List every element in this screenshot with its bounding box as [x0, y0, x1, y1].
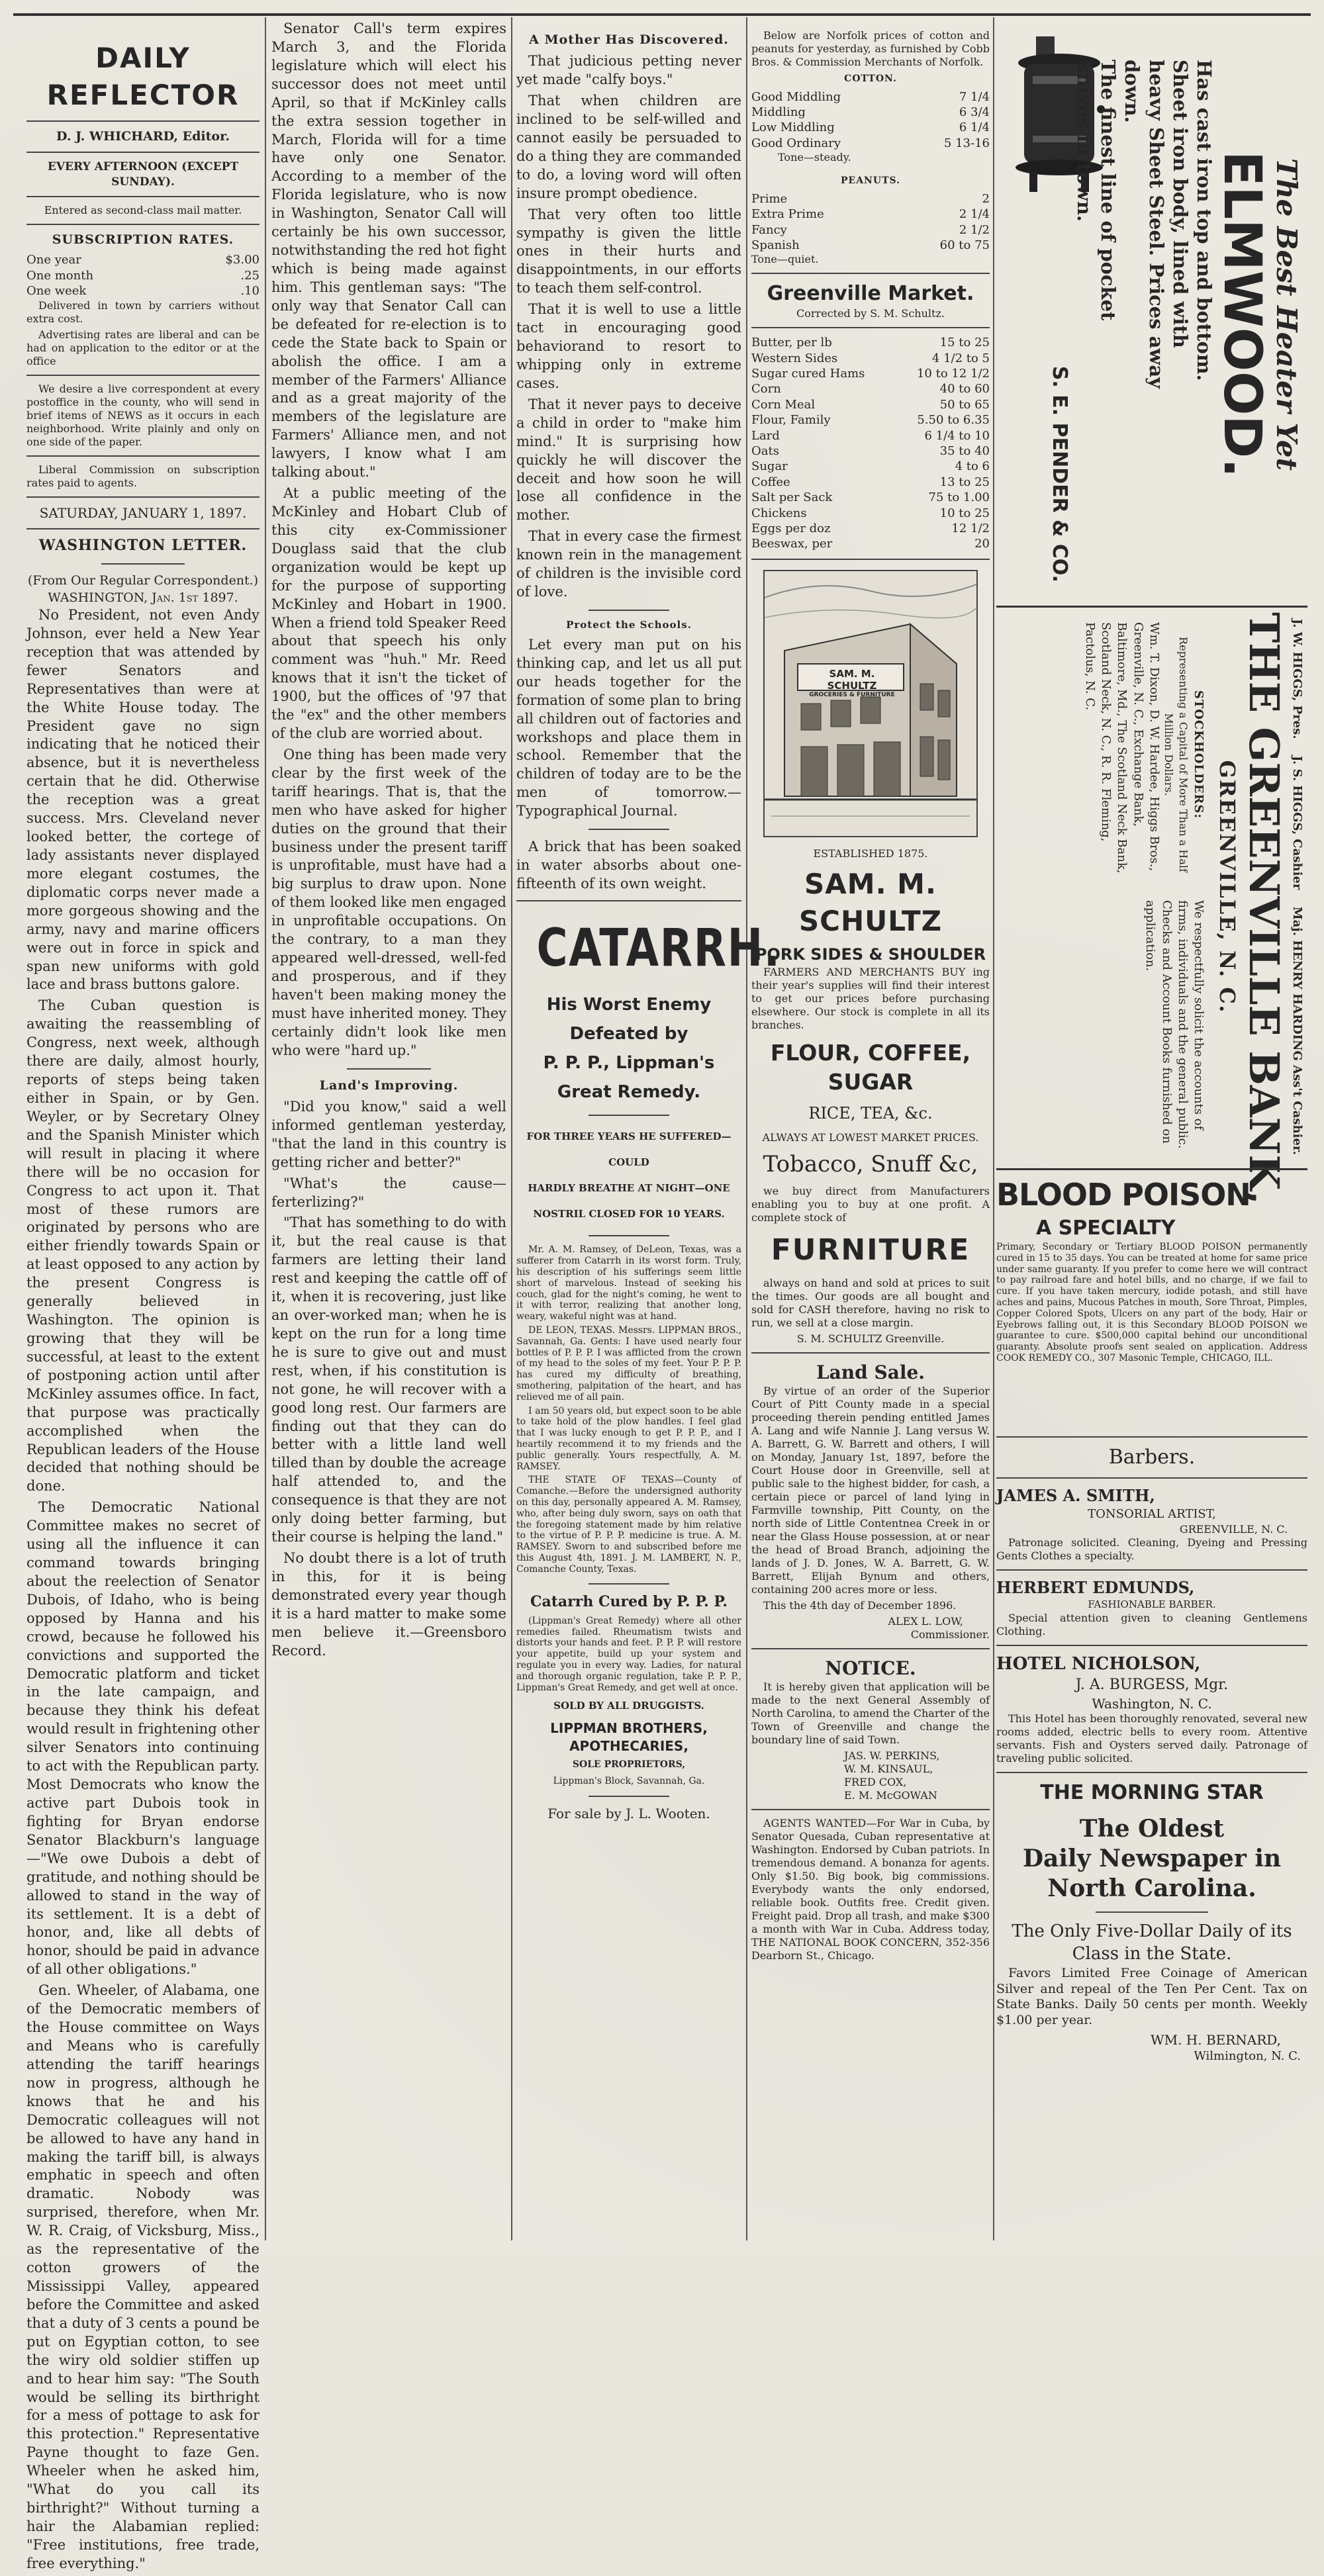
land-sale-sig: ALEX L. LOW, — [888, 1614, 963, 1628]
morning-star-only: The Only Five-Dollar Daily of its Class in the State. — [1012, 1921, 1292, 1964]
blood-poison-title: BLOOD POISON — [996, 1177, 1251, 1213]
market-row: Lard 6 1/4 to 10 — [751, 428, 990, 443]
elmwood-seller: S. E. PENDER & CO. — [1047, 365, 1071, 582]
notice-text: It is hereby given that application will be made to the next General Assembly of North Carolina, to amend the Charter of the Town of Greenville and change the boundary line of said Town. — [751, 1680, 990, 1747]
delivery-note: Delivered in town by carriers without extra cost. — [26, 299, 260, 325]
divider — [26, 496, 260, 498]
article-paragraph: One thing has been made very clear by the first week of the tariff hearings. That is, that the men who have asked for higher duties on the ground that their business under the present tariff is unprofitable, must have had a big surplus to draw upon. None of them looked like men engaged in unprofitable occupations. On the contrary, to a man they appeared well-dressed, well-fed and prosperous, and if they haven't been making money the must have inherited money. They certainly didn't look like men who were "hard up." — [271, 746, 506, 1058]
article-paragraph: That it is well to use a little tact in encouraging good behaviorand to resort to whipping only in extreme cases. — [516, 301, 741, 391]
catarrh-body: THE STATE OF TEXAS—County of Comanche.—Before the undersigned authority on this day, personally appeared A. M. Ramsey, who, after being duly sworn, says on oath that the foregoing statement made by him relative to the virtue of P. P. P. medicine is true. A. M. RAMSEY. Sworn to and subscribed before me this August 4th, 1891. J. M. LAMBERT, N. P., Comanche County, Texas. — [516, 1475, 741, 1575]
store-building-illustration — [765, 571, 976, 836]
morning-star-tag: Daily Newspaper in — [1022, 1845, 1282, 1873]
article-paragraph: "Did you know," said a well informed gentleman yesterday, "that the land in this country is getting richer and better?" — [271, 1098, 506, 1170]
catarrh-sold: SOLD BY ALL DRUGGISTS. — [553, 1700, 704, 1712]
peanut-row: Prime 2 — [751, 191, 990, 206]
elmwood-line: heavy Sheet Steel. Prices away — [1145, 60, 1168, 389]
morning-star-title: THE MORNING STAR — [1040, 1781, 1264, 1805]
article-title: A Mother Has Discovered. — [529, 32, 729, 47]
article-title: WASHINGTON LETTER. — [38, 537, 248, 555]
catarrh-cured-body: (Lippman's Great Remedy) where all other remedies failed. Rheumatism twists and distorts your hands and feet. P. P. P. will restore your appetite, build up your system and regulate you in every way. Ladies, for natural and thorough organic regulation, take P. P. P., Lippman's Great Remedy, and get well at once. — [516, 1615, 741, 1693]
hotel-text: This Hotel has been thoroughly renovated, several new rooms added, electric bells to every room. Attentive servants. Fish and Oysters served daily. Patronage of traveling public solicited. — [996, 1712, 1307, 1765]
land-sale-title: Land Sale. — [816, 1361, 925, 1383]
bank-solicit: We respectfully solicit the accounts of firms, individuals and the general public. Checks and Account Books furnished on application. — [1143, 900, 1206, 1149]
divider — [996, 606, 1307, 608]
article-paragraph: That in every case the firmest known rein in the management of children is the invisible cord of love. — [516, 528, 741, 600]
divider — [26, 224, 260, 225]
bank-name: THE GREENVILLE BANK, — [1240, 612, 1289, 1205]
stockholders-names: Wm. T. Dixon, D. W. Hardee, Higgs Bros., Greenville, N. C., Exchange Bank, Baltimore, Md., The Scotland Neck Bank, Scotland Neck, N. C., R. R. Fleming, Pactolus, N. C. — [1082, 622, 1161, 874]
divider — [26, 152, 260, 153]
schultz-sig: S. M. SCHULTZ Greenville. — [796, 1332, 945, 1345]
catarrh-deck: FOR THREE YEARS HE SUFFERED—COULD — [526, 1130, 732, 1169]
issue-date: SATURDAY, JANUARY 1, 1897. — [39, 504, 247, 521]
morning-star-sig: WM. H. BERNARD, — [1151, 2031, 1281, 2048]
divider — [516, 900, 741, 901]
divider — [996, 1477, 1307, 1479]
article-paragraph: That when children are inclined to be self-willed and cannot easily be persuaded to do a thing they are commanded to do, a loving word will often insure prompt obedience. — [516, 93, 741, 201]
smith-name: JAMES A. SMITH, — [996, 1485, 1155, 1505]
article-paragraph: At a public meeting of the McKinley and Hobart Club of this city ex-Commissioner Douglass said that the club organization would be kept up for the purpose of supporting McKinley and Hobart in 1900. When a friend told Speaker Reed about that speech his only comment was "huh." Mr. Reed knows that it isn't the ticket of 1900, but the offices of '97 that the "ex" and the other members of the club are worried about. — [271, 485, 506, 742]
edmunds-role: FASHIONABLE BARBER. — [1088, 1598, 1216, 1610]
subscription-title: SUBSCRIPTION RATES. — [52, 232, 234, 248]
catarrh-body: Mr. A. M. Ramsey, of DeLeon, Texas, was a sufferer from Catarrh in its worst form. Truly, his description of his sufferings seem little short of marvelous. Instead of seeking his couch, glad for the night's coming, he went to it with terror, realizing that another long, weary, wakeful night was at hand. — [516, 1244, 741, 1322]
market-row: Eggs per doz 12 1/2 — [751, 521, 990, 535]
morning-star-tag: North Carolina. — [1047, 1874, 1256, 1903]
peanut-row: Spanish 60 to 75 — [751, 238, 990, 252]
morning-star-place: Wilmington, N. C. — [1194, 2049, 1301, 2064]
blood-poison-sub: A SPECIALTY — [1036, 1217, 1176, 1240]
catarrh-headline: CATARRH. — [536, 918, 781, 978]
market-row: Salt per Sack 75 to 1.00 — [751, 490, 990, 505]
catarrh-deck: NOSTRIL CLOSED FOR 10 YEARS. — [533, 1208, 725, 1220]
cotton-row: Good Ordinary 5 13-16 — [751, 136, 990, 150]
market-row: Western Sides 4 1/2 to 5 — [751, 351, 990, 365]
elmwood-line: Has cast iron top and bottom. — [1193, 60, 1216, 381]
schultz-established: ESTABLISHED 1875. — [813, 847, 928, 860]
hotel-name: HOTEL NICHOLSON, — [996, 1653, 1201, 1674]
store-engraving — [763, 570, 978, 837]
commission-note: Liberal Commission on subscription rates paid to agents. — [26, 463, 260, 489]
divider — [26, 196, 260, 197]
greenville-market-title: Greenville Market. — [767, 282, 974, 306]
store-sign: SAM. M. SCHULTZ GROCERIES & FURNITURE — [809, 667, 895, 698]
article-dateline: WASHINGTON, Jan. 1st 1897. — [48, 590, 238, 605]
barbers-section — [996, 1430, 1307, 2064]
divider — [589, 829, 669, 830]
market-row: Flour, Family 5.50 to 6.35 — [751, 413, 990, 428]
article-paragraph: No doubt there is a lot of truth in this, for it is being demonstrated every year though it is a hard matter to make some men believe it.—Greensboro Record. — [271, 1550, 506, 1659]
cotton-row: Middling 6 3/4 — [751, 105, 990, 119]
elmwood-line: knives in town. — [1072, 60, 1096, 222]
market-row: Sugar cured Hams 10 to 12 1/2 — [751, 367, 990, 381]
divider — [751, 327, 990, 328]
divider — [347, 1068, 432, 1070]
market-row: Corn Meal 50 to 65 — [751, 397, 990, 412]
catarrh-deck: HARDLY BREATHE AT NIGHT—ONE — [528, 1182, 730, 1195]
article-paragraph: That very often too little sympathy is given the little ones in their hurts and disappointments, in our efforts to teach them self-control. — [516, 206, 741, 297]
schultz-buy: we buy direct from Manufacturers enabling you to buy at one profit. A complete stock of — [751, 1185, 990, 1224]
catarrh-props: SOLE PROPRIETORS, — [572, 1759, 686, 1771]
morning-star-tag: The Oldest — [1079, 1815, 1225, 1843]
divider — [26, 528, 260, 529]
land-sale-role: Commissioner. — [910, 1628, 990, 1641]
article-paragraph: Senator Call's term expires March 3, and the Florida legislature which will elect his successor does not meet until April, so that if McKinley calls the extra session together in March, Florida will for a time have only one Senator. According to a member of the Florida legislature, who is now in Washington, Senator Call will certainly be his own successor, notwithstanding the red hot fight which is being made against him. This gentleman says: "The only way that Senator Call can be defeated for re-election is to cede the State back to Spain or abolish the office. I am a member of the Farmers' Alliance and as a great majority of the members of the legislature are Farmers' Alliance men, and not lawyers, I know what I am talking about." — [271, 21, 506, 481]
agents-wanted: AGENTS WANTED—For War in Cuba, by Senator Quesada, Cuban representative at Washington. Endorsed by Cuban patriots. In tremendous demand. A bonanza for agents. Only $1.50. Big book, big commissions. Everybody wants the only endorsed, reliable book. Outfits free. Credit given. Freight paid. Drop all trash, and make $300 a month with War in Cuba. Address today, THE NATIONAL BOOK CONCERN, 352-356 Dearborn St., Chicago. — [751, 1817, 990, 1962]
cotton-title: COTTON. — [844, 73, 897, 84]
divider — [751, 1809, 990, 1810]
notice-name: W. M. KINSAUL, — [844, 1763, 933, 1776]
article-title: Protect the Schools. — [566, 619, 692, 631]
article-source: (From Our Regular Correspondent.) — [27, 573, 259, 588]
article-paragraph: Let every man put on his thinking cap, and let us all put our heads together for the formation of some plan to bring all children out of factories and workshops and place them in school. Remember that the children of today are to be the men of tomorrow.—Typographical Journal. — [516, 636, 741, 819]
market-row: Sugar 4 to 6 — [751, 459, 990, 474]
elmwood-line: The finest line of pocket — [1097, 60, 1120, 321]
divider — [589, 1235, 669, 1236]
divider — [996, 1436, 1307, 1438]
article-paragraph: "That has something to do with it, but the real cause is that farmers are letting their land rest and keeping the cattle off of it, when it is recovering, just like an over-worked man; when he is kept on the run for a long time he is sure to give out and must rest, when, if his constitution is not gone, he will recover with a good long rest. Our farmers are finding out that they can do better with a little land well tilled than by double the acreage half attended to, and the consequence is that they are not only doing better farming, but their course is helping the land." — [271, 1215, 506, 1545]
divider — [996, 1569, 1307, 1571]
elmwood-ad — [1047, 33, 1307, 596]
article-paragraph: The Democratic National Committee makes no secret of using all the influence it can command towards bringing about the reelection of Senator Dubois, of Idaho, who is being opposed by Hanna and his crowd, because he followed his convictions and supported the Democratic platform and ticket in the late campaign, and because they think his defeat would result in frightening other silver Senators into continuing to act with the Republican party. Most Democrats who know the active part Dubois took in fighting for Bryan endorse Senator Blackburn's language—"We owe Dubois a debt of gratitude, and nothing should be allowed to stand in the way of its settlement. It is a debt of honor, and, like all debts of honor, should be paid in advance of all other obligations." — [26, 1499, 260, 1978]
smith-place: GREENVILLE, N. C. — [1179, 1522, 1288, 1536]
divider — [589, 1796, 669, 1797]
article-title: Land's Improving. — [319, 1078, 459, 1093]
rate-row: One month .25 — [26, 268, 260, 283]
peanut-tone: Tone—quiet. — [751, 253, 819, 266]
catarrh-brand: LIPPMAN BROTHERS, APOTHECARIES, — [550, 1720, 708, 1754]
market-row: Butter, per lb 15 to 25 — [751, 336, 990, 350]
divider — [996, 1645, 1307, 1646]
divider — [751, 1648, 990, 1649]
land-sale-text: By virtue of an order of the Superior Court of Pitt County made in a special proceeding therein pending entitled James A. Lang and wife Nannie J. Lang versus W. A. Barrett, G. W. Barrett and others, I will on Monday, January 1st, 1897, before the Court House door in Greenville, sell at public sale to the highest bidder, for cash, a certain piece or parcel of land lying in Farmville township, Pitt County, on the north side of Little Contentnea Creek in or near the Glass House possession, at or near the head of Broad Branch, adjoining the lands of J. D. Jones, W. A. Barrett, G. W. Barrett, Elijah Bynum and others, containing 200 acres more or less. — [751, 1384, 990, 1596]
article-paragraph: The Cuban question is awaiting the reassembling of Congress, next week, although there are daily, almost hourly, reports of steps being taken either in Spain, or by Gen. Weyler, or by Secretary Olney and the Spanish Minister which will result in placing it where there will be no occasion for Congress to act upon it. That most of these rumors are originated by persons who are either friendly towards Spain or at least opposed to any action by the present Congress is generally believed in Washington. The opinion is growing that they will be successful, at least to the extent of postponing action until after McKinley assumes office. In fact, that purpose was practically accomplished when the Republican leaders of the House decided that nothing should be done. — [26, 997, 260, 1495]
edmunds-text: Special attention given to cleaning Gentlemens Clothing. — [996, 1611, 1307, 1637]
cotton-row: Good Middling 7 1/4 — [751, 89, 990, 104]
peanut-row: Fancy 2 1/2 — [751, 222, 990, 237]
column-rule — [265, 17, 266, 2240]
article-paragraph: "What's the cause—ferterlizing?" — [271, 1175, 506, 1210]
cotton-tone: Tone—steady. — [778, 151, 851, 164]
schultz-name: SAM. M. SCHULTZ — [798, 867, 943, 937]
masthead-schedule: EVERY AFTERNOON (EXCEPT SUNDAY). — [47, 160, 239, 189]
catarrh-subhead: Great Remedy. — [557, 1082, 701, 1103]
top-rule — [13, 13, 1311, 16]
column-1 — [26, 20, 260, 2576]
blood-poison-text: Primary, Secondary or Tertiary BLOOD POISON permanently cured in 15 to 35 days. You can be treated at home for same price under same guaranty. If you prefer to come here we will contract to pay railroad fare and hotel bills, and no charge, if we fail to cure. If you have taken mercury, iodide potash, and still have aches and pains, Mucous Patches in mouth, Sore Throat, Pimples, Copper Colored Spots, Ulcers on any part of the body, Hair or Eyebrows falling out, it is this Secondary BLOOD POISON we guarantee to cure. $500,000 capital behind our unconditional guaranty. Absolute proofs sent sealed on application. Address COOK REMEDY CO., 307 Masonic Temple, CHICAGO, ILL. — [996, 1242, 1307, 1364]
article-paragraph: That it never pays to deceive a child in order to "make him mind." It is surprising how quickly he will discover the deceit and how soon he will lose all confidence in the mother. — [516, 396, 741, 524]
masthead-editor: D. J. WHICHARD, Editor. — [56, 128, 230, 144]
article-paragraph: A brick that has been soaked in water absorbs about one-fifteenth of its own weight. — [516, 839, 741, 892]
stockholders-title: STOCKHOLDERS: — [1192, 690, 1206, 819]
bank-place: GREENVILLE, N. C. — [1214, 760, 1240, 1014]
column-rule — [511, 17, 512, 2240]
land-sale-date: This the 4th day of December 1896. — [763, 1598, 957, 1612]
elmwood-line: Sheet iron body, lined with — [1168, 60, 1192, 348]
divider — [26, 455, 260, 457]
hotel-place: Washington, N. C. — [1092, 1695, 1212, 1712]
divider — [589, 1583, 669, 1585]
cotton-row: Low Middling 6 1/4 — [751, 120, 990, 135]
elmwood-header: The Best Heater Yet — [1270, 158, 1303, 471]
notice-name: FRED COX, — [844, 1776, 907, 1789]
market-row: Beeswax, per 20 — [751, 537, 990, 551]
catarrh-body: I am 50 years old, but expect soon to be able to take hold of the plow handles. I feel glad that I was lucky enough to get P. P. P., and I heartily recommend it to my friends and the public generally. Yours respectfully, A. M. RAMSEY. — [516, 1405, 741, 1472]
catarrh-body: DE LEON, TEXAS. Messrs. LIPPMAN BROS., Savannah, Ga. Gents: I have used nearly four bottles of P. P. P. I was afflicted from the crown of my head to the soles of my feet. Your P. P. P. has cured my difficulty of breathing, smothering, palpitation of the heart, and has relieved me of all pain. — [516, 1324, 741, 1403]
column-rule — [993, 17, 994, 2240]
smith-text: Patronage solicited. Cleaning, Dyeing and Pressing Gents Clothes a specialty. — [996, 1536, 1307, 1562]
peanut-title: PEANUTS. — [841, 175, 900, 187]
peanut-row: Extra Prime 2 1/4 — [751, 207, 990, 222]
divider — [26, 375, 260, 376]
rate-row: One week .10 — [26, 284, 260, 299]
market-intro: Below are Norfolk prices of cotton and peanuts for yesterday, as furnished by Cobb Bros. & Commission Merchants of Norfolk. — [751, 29, 990, 68]
catarrh-sale: For sale by J. L. Wooten. — [547, 1805, 710, 1821]
masthead-entered: Entered as second-class mail matter. — [44, 204, 242, 217]
schultz-furniture: FURNITURE — [771, 1233, 970, 1267]
notice-title: NOTICE. — [825, 1657, 916, 1679]
divider — [101, 563, 185, 565]
divider — [1096, 1911, 1207, 1913]
smith-role: TONSORIAL ARTIST, — [1088, 1506, 1216, 1521]
divider — [751, 559, 990, 560]
divider — [996, 1168, 1307, 1170]
divider — [751, 273, 990, 274]
column-5 — [996, 20, 1307, 2244]
divider — [589, 610, 669, 611]
masthead-title: DAILY REFLECTOR — [46, 42, 240, 111]
catarrh-address: Lippman's Block, Savannah, Ga. — [553, 1776, 705, 1787]
elmwood-line: down. — [1121, 60, 1144, 123]
catarrh-subhead: P. P. P., Lippman's — [543, 1053, 715, 1074]
divider — [589, 1115, 669, 1116]
market-row: Oats 35 to 40 — [751, 443, 990, 458]
notice-name: E. M. McGOWAN — [844, 1789, 937, 1802]
blood-poison-ad — [996, 1175, 1307, 1367]
rate-row: One year $3.00 — [26, 253, 260, 267]
edmunds-name: HERBERT EDMUNDS, — [996, 1578, 1195, 1597]
schultz-always: ALWAYS AT LOWEST MARKET PRICES. — [762, 1130, 979, 1144]
barbers-title: Barbers. — [1108, 1446, 1196, 1469]
schultz-tobacco: Tobacco, Snuff &c, — [763, 1150, 978, 1177]
schultz-flour: FLOUR, COFFEE, SUGAR — [770, 1040, 971, 1095]
schultz-intro: FARMERS AND MERCHANTS BUY ing their year's supplies will find their interest to get our prices before purchasing elsewhere. Our stock is complete in all its branches. — [751, 966, 990, 1032]
divider — [26, 120, 260, 122]
divider — [751, 1352, 990, 1354]
catarrh-cured-title: Catarrh Cured by P. P. P. — [530, 1592, 728, 1610]
column-2 — [271, 20, 506, 1663]
market-row: Chickens 10 to 25 — [751, 506, 990, 520]
bank-officers: J. W. HIGGS, Pres. J. S. HIGGS, Cashier Maj. HENRY HARDING Ass't Cashier. — [1290, 619, 1304, 1155]
correspondent-note: We desire a live correspondent at every postoffice in the county, who will send in brief items of NEWS as it occurs in each neighborhood. Write plainly and only on one side of the paper. — [26, 382, 260, 448]
elmwood-name: ELMWOOD. — [1212, 151, 1272, 478]
market-row: Corn 40 to 60 — [751, 382, 990, 396]
catarrh-subhead: His Worst Enemy Defeated by — [546, 994, 712, 1044]
greenville-corrected: Corrected by S. M. Schultz. — [796, 307, 945, 320]
schultz-pork: PORK SIDES & SHOULDER — [755, 945, 986, 964]
hotel-mgr: J. A. BURGESS, Mgr. — [1075, 1677, 1229, 1694]
stockholders-capital: Representing a Capital of More Than a Half Million Dollars. — [1162, 637, 1190, 872]
divider — [996, 1772, 1307, 1773]
notice-name: JAS. W. PERKINS, — [844, 1749, 940, 1763]
column-rule — [746, 17, 747, 2240]
column-3 — [516, 20, 781, 1822]
article-paragraph: That judicious petting never yet made "calfy boys." — [516, 53, 741, 88]
advertising-note: Advertising rates are liberal and can be had on application to the editor or at the office — [26, 328, 260, 367]
article-paragraph: Gen. Wheeler, of Alabama, one of the Democratic members of the House committee on Ways and Means who is carefully attending the tariff hearings now in progress, although he knows that he and his Democratic colleagues will not be allowed to have any hand in making the tariff bill, is always emphatic in speech and often dramatic. Nobody was surprised, therefore, when Mr. W. R. Craig, of Vicksburg, Miss., as the representative of the cotton growers of the Mississippi Valley, appeared before the Committee and asked that a duty of 3 cents a pound be put on Egyptian cotton, to see the wiry old soldier stiffen up and to hear him say: "The South would be selling its birthright for a mess of pottage to ask for this protection." Representative Payne thought to faze Gen. Wheeler when he asked him, "What do you call its birthright?" Without turning a hair the Alabamian replied: "Free institutions, free trade, free everything." — [26, 1982, 260, 2571]
market-row: Coffee 13 to 25 — [751, 475, 990, 489]
article-paragraph: No President, not even Andy Johnson, ever held a New Year reception that was attended by fewer Senators and Representatives than were at the White House today. The President gave no sign indicating that he noticed their absence, but it is nevertheless certain that he did. Otherwise the reception was a great success. Mrs. Cleveland never looked better, the cortege of lady assistants never displayed more elegant costumes, the diplomatic corps never made a more gorgeous showing and the army, navy and marine officers were out in force in spick and span new uniforms with gold lace and brass buttons galore. — [26, 607, 260, 993]
column-4 — [751, 20, 990, 1965]
morning-star-favors: Favors Limited Free Coinage of American Silver and repeal of the Ten Per Cent. Tax on State Banks. Daily 50 cents per month. Weekly $1.00 per year. — [996, 1965, 1307, 2027]
schultz-rice: RICE, TEA, &c. — [808, 1104, 933, 1123]
schultz-always-hand: always on hand and sold at prices to suit the times. Our goods are all bought and sold for CASH therefore, having no risk to run, we sell at a close margin. — [751, 1276, 990, 1329]
